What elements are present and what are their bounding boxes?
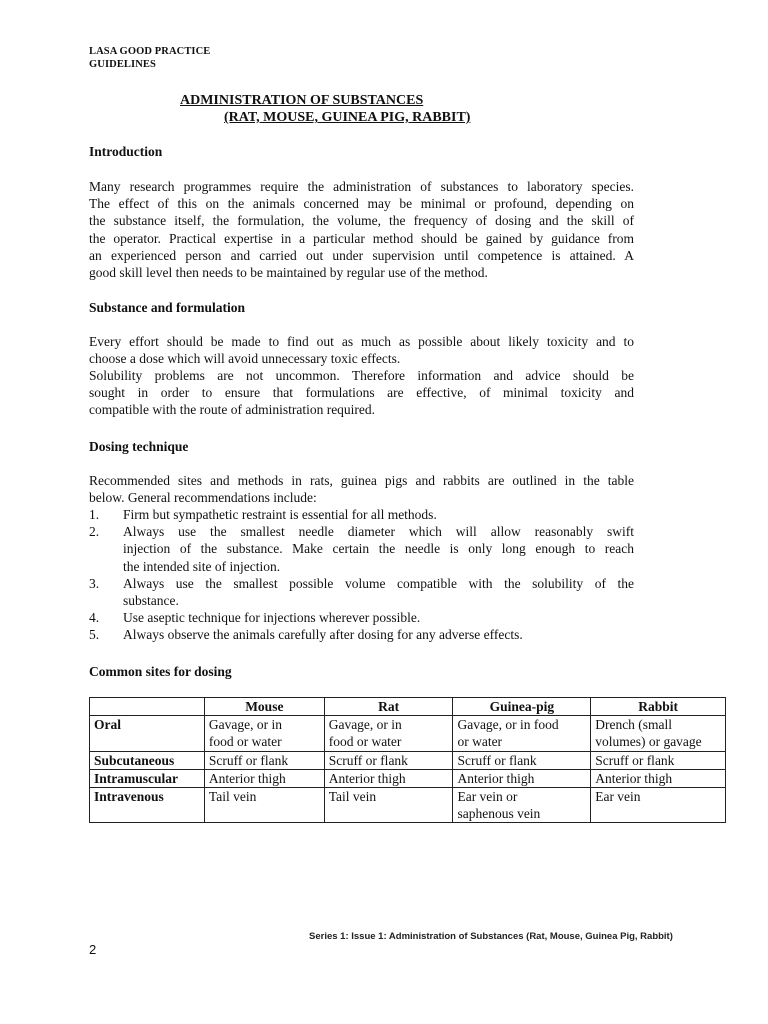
table-cell: Tail vein [324, 788, 453, 823]
list-number: 1. [89, 507, 100, 522]
text-line: below. General recommendations include: [89, 490, 317, 506]
list-number: 2. [89, 524, 100, 540]
column-header [90, 698, 205, 716]
text-line: Always use the smallest possible volume compatible with the solubility of the [123, 575, 634, 591]
table-cell [453, 788, 591, 823]
dosing-recommendations-list [89, 506, 634, 644]
text-line: the intended site of injection. [123, 558, 281, 574]
text-line: The effect of this on the animals concerned may be minimal or profound, depending on [89, 196, 634, 212]
text-line: Many research programmes require the administration of substances to laboratory species. [89, 179, 634, 194]
column-header: Rat [324, 698, 453, 716]
header-line-2: GUIDELINES [89, 59, 156, 70]
table-cell [591, 716, 726, 751]
text-line: Always use the smallest needle diameter which will allow reasonably swift [123, 524, 634, 540]
header-line-1: LASA GOOD PRACTICE [89, 46, 211, 57]
introduction-paragraph [89, 178, 634, 281]
substance-heading: Substance and formulation [89, 300, 246, 315]
text-line: substance. [123, 593, 179, 609]
text-line: the substance itself, the formulation, the volume, the frequency of dosing and the skill of [89, 213, 634, 229]
text-line: sought in order to ensure that formulations are effective, of minimal toxicity and [89, 385, 634, 401]
substance-paragraph-2 [89, 367, 634, 419]
sites-heading: Common sites for dosing [89, 664, 232, 679]
table-cell [324, 716, 453, 751]
table-row [90, 716, 726, 751]
table-cell: Scruff or flank [324, 751, 453, 769]
table-cell: Anterior thigh [204, 769, 324, 787]
document-title-line-1: ADMINISTRATION OF SUBSTANCES [180, 93, 424, 108]
list-item [89, 523, 634, 575]
cell-line: volumes) or gavage [595, 734, 702, 750]
list-number: 3. [89, 575, 100, 591]
table-cell: Scruff or flank [453, 751, 591, 769]
column-header: Mouse [204, 698, 324, 716]
table-cell: Anterior thigh [591, 769, 726, 787]
document-title-line-2: (RAT, MOUSE, GUINEA PIG, RABBIT) [224, 110, 471, 125]
row-header: Subcutaneous [90, 751, 205, 769]
text-line: Firm but sympathetic restraint is essential for all methods. [123, 507, 437, 522]
cell-line: Drench (small [595, 717, 673, 733]
text-line: Every effort should be made to find out as much as possible about likely toxicity and to [89, 334, 634, 349]
table-row [90, 751, 726, 769]
text-line: compatible with the route of administration required. [89, 402, 376, 418]
text-line: an experienced person and carried out under supervision until competence is attained. A [89, 247, 634, 263]
text-line: injection of the substance. Make certain the needle is only long enough to reach [123, 541, 634, 557]
series-footer: Series 1: Issue 1: Administration of Substances (Rat, Mouse, Guinea Pig, Rabbit) [309, 931, 673, 942]
dosing-heading: Dosing technique [89, 439, 189, 454]
table-cell [204, 716, 324, 751]
cell-line: Gavage, or in [208, 717, 283, 733]
cell-line: Gavage, or in food [457, 717, 559, 733]
page-number: 2 [89, 942, 97, 957]
table-cell: Tail vein [204, 788, 324, 823]
dosing-intro [89, 472, 634, 506]
text-line: Always observe the animals carefully after dosing for any adverse effects. [123, 627, 523, 643]
table-cell: Anterior thigh [453, 769, 591, 787]
column-header: Guinea-pig [453, 698, 591, 716]
table-cell: Scruff or flank [591, 751, 726, 769]
column-header: Rabbit [591, 698, 726, 716]
document-header [89, 45, 210, 71]
cell-line: Ear vein or [457, 789, 518, 805]
table-row [90, 769, 726, 787]
list-number: 4. [89, 610, 100, 626]
row-header: Intravenous [90, 788, 205, 823]
table-cell: Ear vein [591, 788, 726, 823]
table-cell: Anterior thigh [324, 769, 453, 787]
text-line: Recommended sites and methods in rats, guinea pigs and rabbits are outlined in the table [89, 473, 634, 488]
list-number: 5. [89, 627, 100, 643]
text-line: good skill level then needs to be maintained by regular use of the method. [89, 265, 488, 281]
table-cell: Scruff or flank [204, 751, 324, 769]
text-line: Use aseptic technique for injections wherever possible. [123, 610, 421, 626]
cell-line: Gavage, or in [328, 717, 402, 733]
cell-line: food or water [328, 734, 402, 750]
row-header: Oral [90, 716, 205, 751]
cell-line: food or water [208, 734, 282, 750]
text-line: choose a dose which will avoid unnecessary toxic effects. [89, 351, 401, 367]
cell-line: saphenous vein [457, 806, 541, 822]
list-item [89, 609, 634, 626]
list-item [89, 506, 634, 523]
table-header-row [90, 698, 726, 716]
row-header: Intramuscular [90, 769, 205, 787]
table-cell [453, 716, 591, 751]
text-line: Solubility problems are not uncommon. Therefore information and advice should be [89, 368, 634, 383]
text-line: the operator. Practical expertise in a particular method should be gained by guidance from [89, 230, 634, 246]
dosing-sites-table [89, 697, 726, 823]
list-item [89, 626, 634, 643]
table-row [90, 788, 726, 823]
introduction-heading: Introduction [89, 144, 163, 159]
substance-paragraph-1 [89, 333, 634, 367]
cell-line: or water [457, 734, 503, 750]
list-item [89, 575, 634, 609]
